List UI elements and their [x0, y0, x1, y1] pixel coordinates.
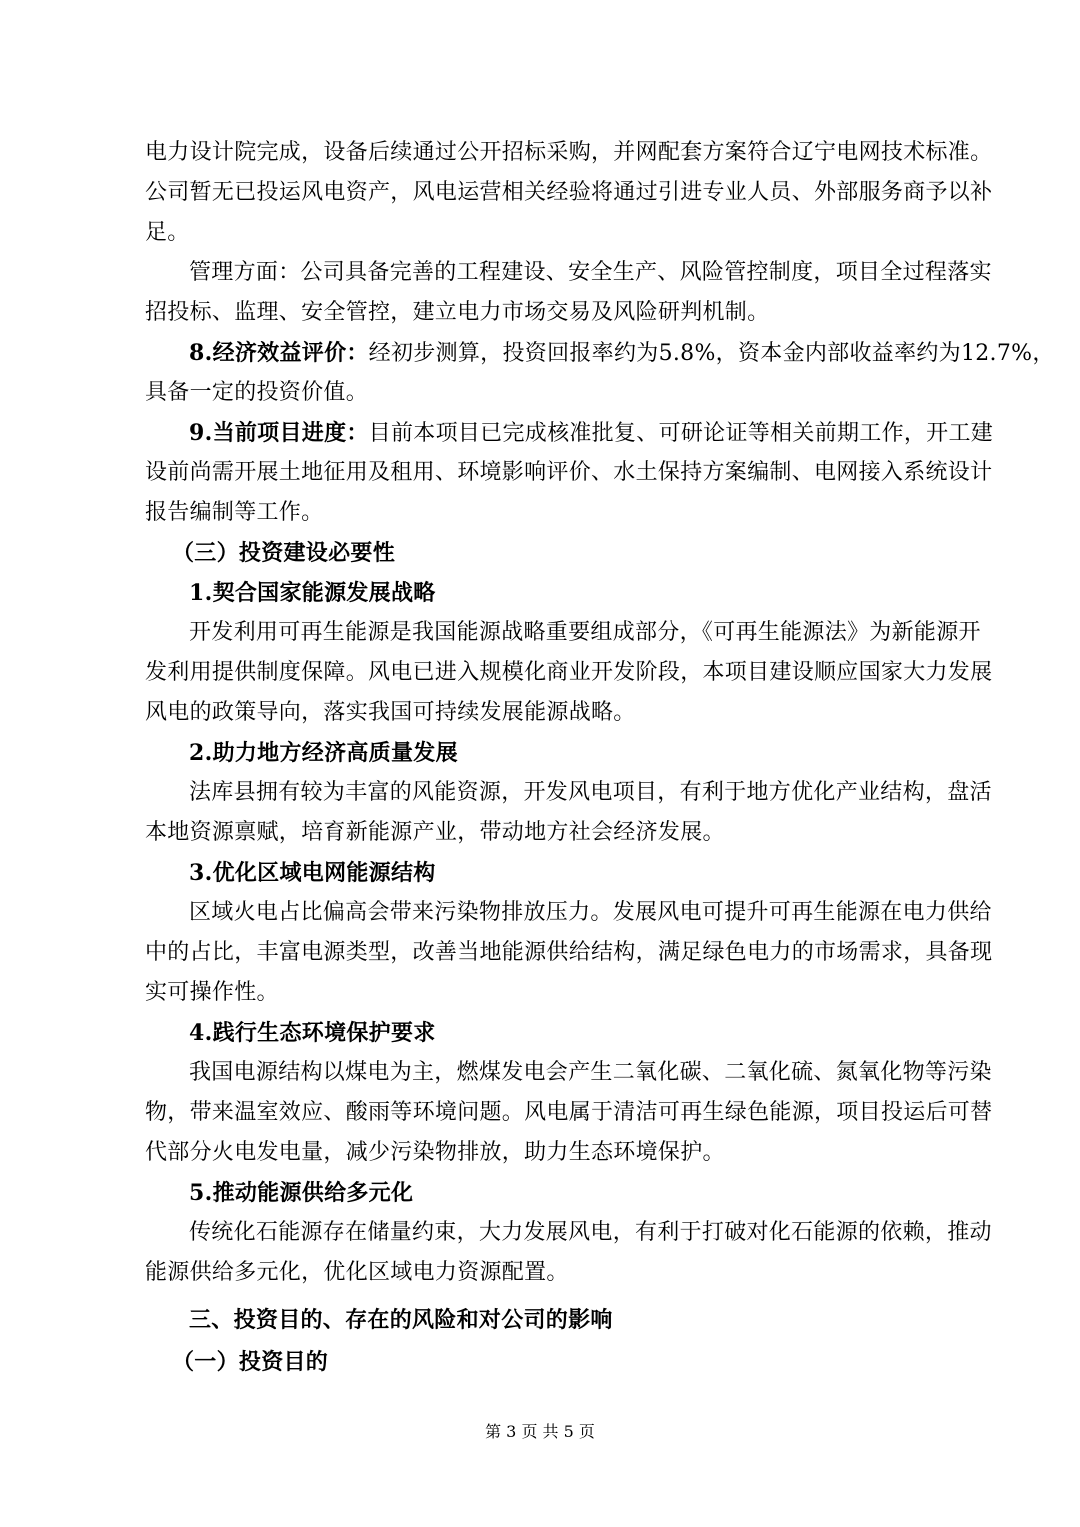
text-line: 传统化石能源存在储量约束，大力发展风电，有利于打破对化石能源的依赖，推动: [189, 1220, 992, 1245]
text-run: 目前本项目已完成核准批复、可研论证等相关前期工作，开工建: [368, 421, 994, 446]
text-line: 能源供给多元化，优化区域电力资源配置。: [145, 1260, 569, 1285]
text-line: 设前尚需开展土地征用及租用、环境影响评价、水土保持方案编制、电网接入系统设计: [145, 460, 993, 485]
text-line: 中的占比，丰富电源类型，改善当地能源供给结构，满足绿色电力的市场需求，具备现: [145, 940, 993, 965]
subsection-heading: 1.契合国家能源发展战略: [189, 580, 436, 606]
economic-evaluation-heading: 8.经济效益评价：: [189, 340, 369, 366]
text-line: 电力设计院完成，设备后续通过公开招标采购，并网配套方案符合辽宁电网技术标准。: [145, 140, 993, 165]
text-line: 法库县拥有较为丰富的风能资源，开发风电项目，有利于地方优化产业结构，盘活: [189, 780, 992, 805]
text-line: 风电的政策导向，落实我国可持续发展能源战略。: [145, 700, 636, 725]
section-heading: （一）投资目的: [172, 1349, 329, 1375]
text-line: 开发利用可再生能源是我国能源战略重要组成部分，《可再生能源法》为新能源开: [189, 620, 981, 645]
current-progress-heading: 9.当前项目进度：: [189, 420, 369, 446]
text-line: 报告编制等工作。: [145, 500, 324, 525]
text-line: 足。: [145, 220, 190, 245]
section-heading: （三）投资建设必要性: [172, 540, 396, 566]
text-line: 代部分火电发电量，减少污染物排放，助力生态环境保护。: [145, 1140, 725, 1165]
text-line: 本地资源禀赋，培育新能源产业，带动地方社会经济发展。: [145, 820, 725, 845]
economic-evaluation-line: [189, 338, 1055, 369]
current-progress-line: [189, 418, 994, 449]
subsection-heading: 3.优化区域电网能源结构: [189, 860, 436, 886]
text-line: 物，带来温室效应、酸雨等环境问题。风电属于清洁可再生绿色能源，项目投运后可替: [145, 1100, 993, 1125]
text-line: 发利用提供制度保障。风电已进入规模化商业开发阶段，本项目建设顺应国家大力发展: [145, 660, 993, 685]
text-run: 经初步测算，投资回报率约为5.8%，资本金内部收益率约为12.7%，: [368, 341, 1055, 366]
subsection-heading: 5.推动能源供给多元化: [189, 1180, 414, 1206]
text-line: 公司暂无已投运风电资产，风电运营相关经验将通过引进专业人员、外部服务商予以补: [145, 180, 993, 205]
chapter-heading: 三、投资目的、存在的风险和对公司的影响: [189, 1307, 613, 1333]
text-line: 管理方面：公司具备完善的工程建设、安全生产、风险管控制度，项目全过程落实: [189, 260, 992, 285]
text-line: 具备一定的投资价值。: [145, 380, 369, 405]
text-line: 招投标、监理、安全管控，建立电力市场交易及风险研判机制。: [145, 300, 770, 325]
subsection-heading: 2.助力地方经济高质量发展: [189, 740, 458, 766]
subsection-heading: 4.践行生态环境保护要求: [189, 1020, 436, 1046]
text-line: 区域火电占比偏高会带来污染物排放压力。发展风电可提升可再生能源在电力供给: [189, 900, 992, 925]
page-number-footer: 第 3 页 共 5 页: [485, 1422, 595, 1441]
text-line: 实可操作性。: [145, 980, 279, 1005]
text-line: 我国电源结构以煤电为主，燃煤发电会产生二氧化碳、二氧化硫、氮氧化物等污染: [189, 1060, 992, 1085]
